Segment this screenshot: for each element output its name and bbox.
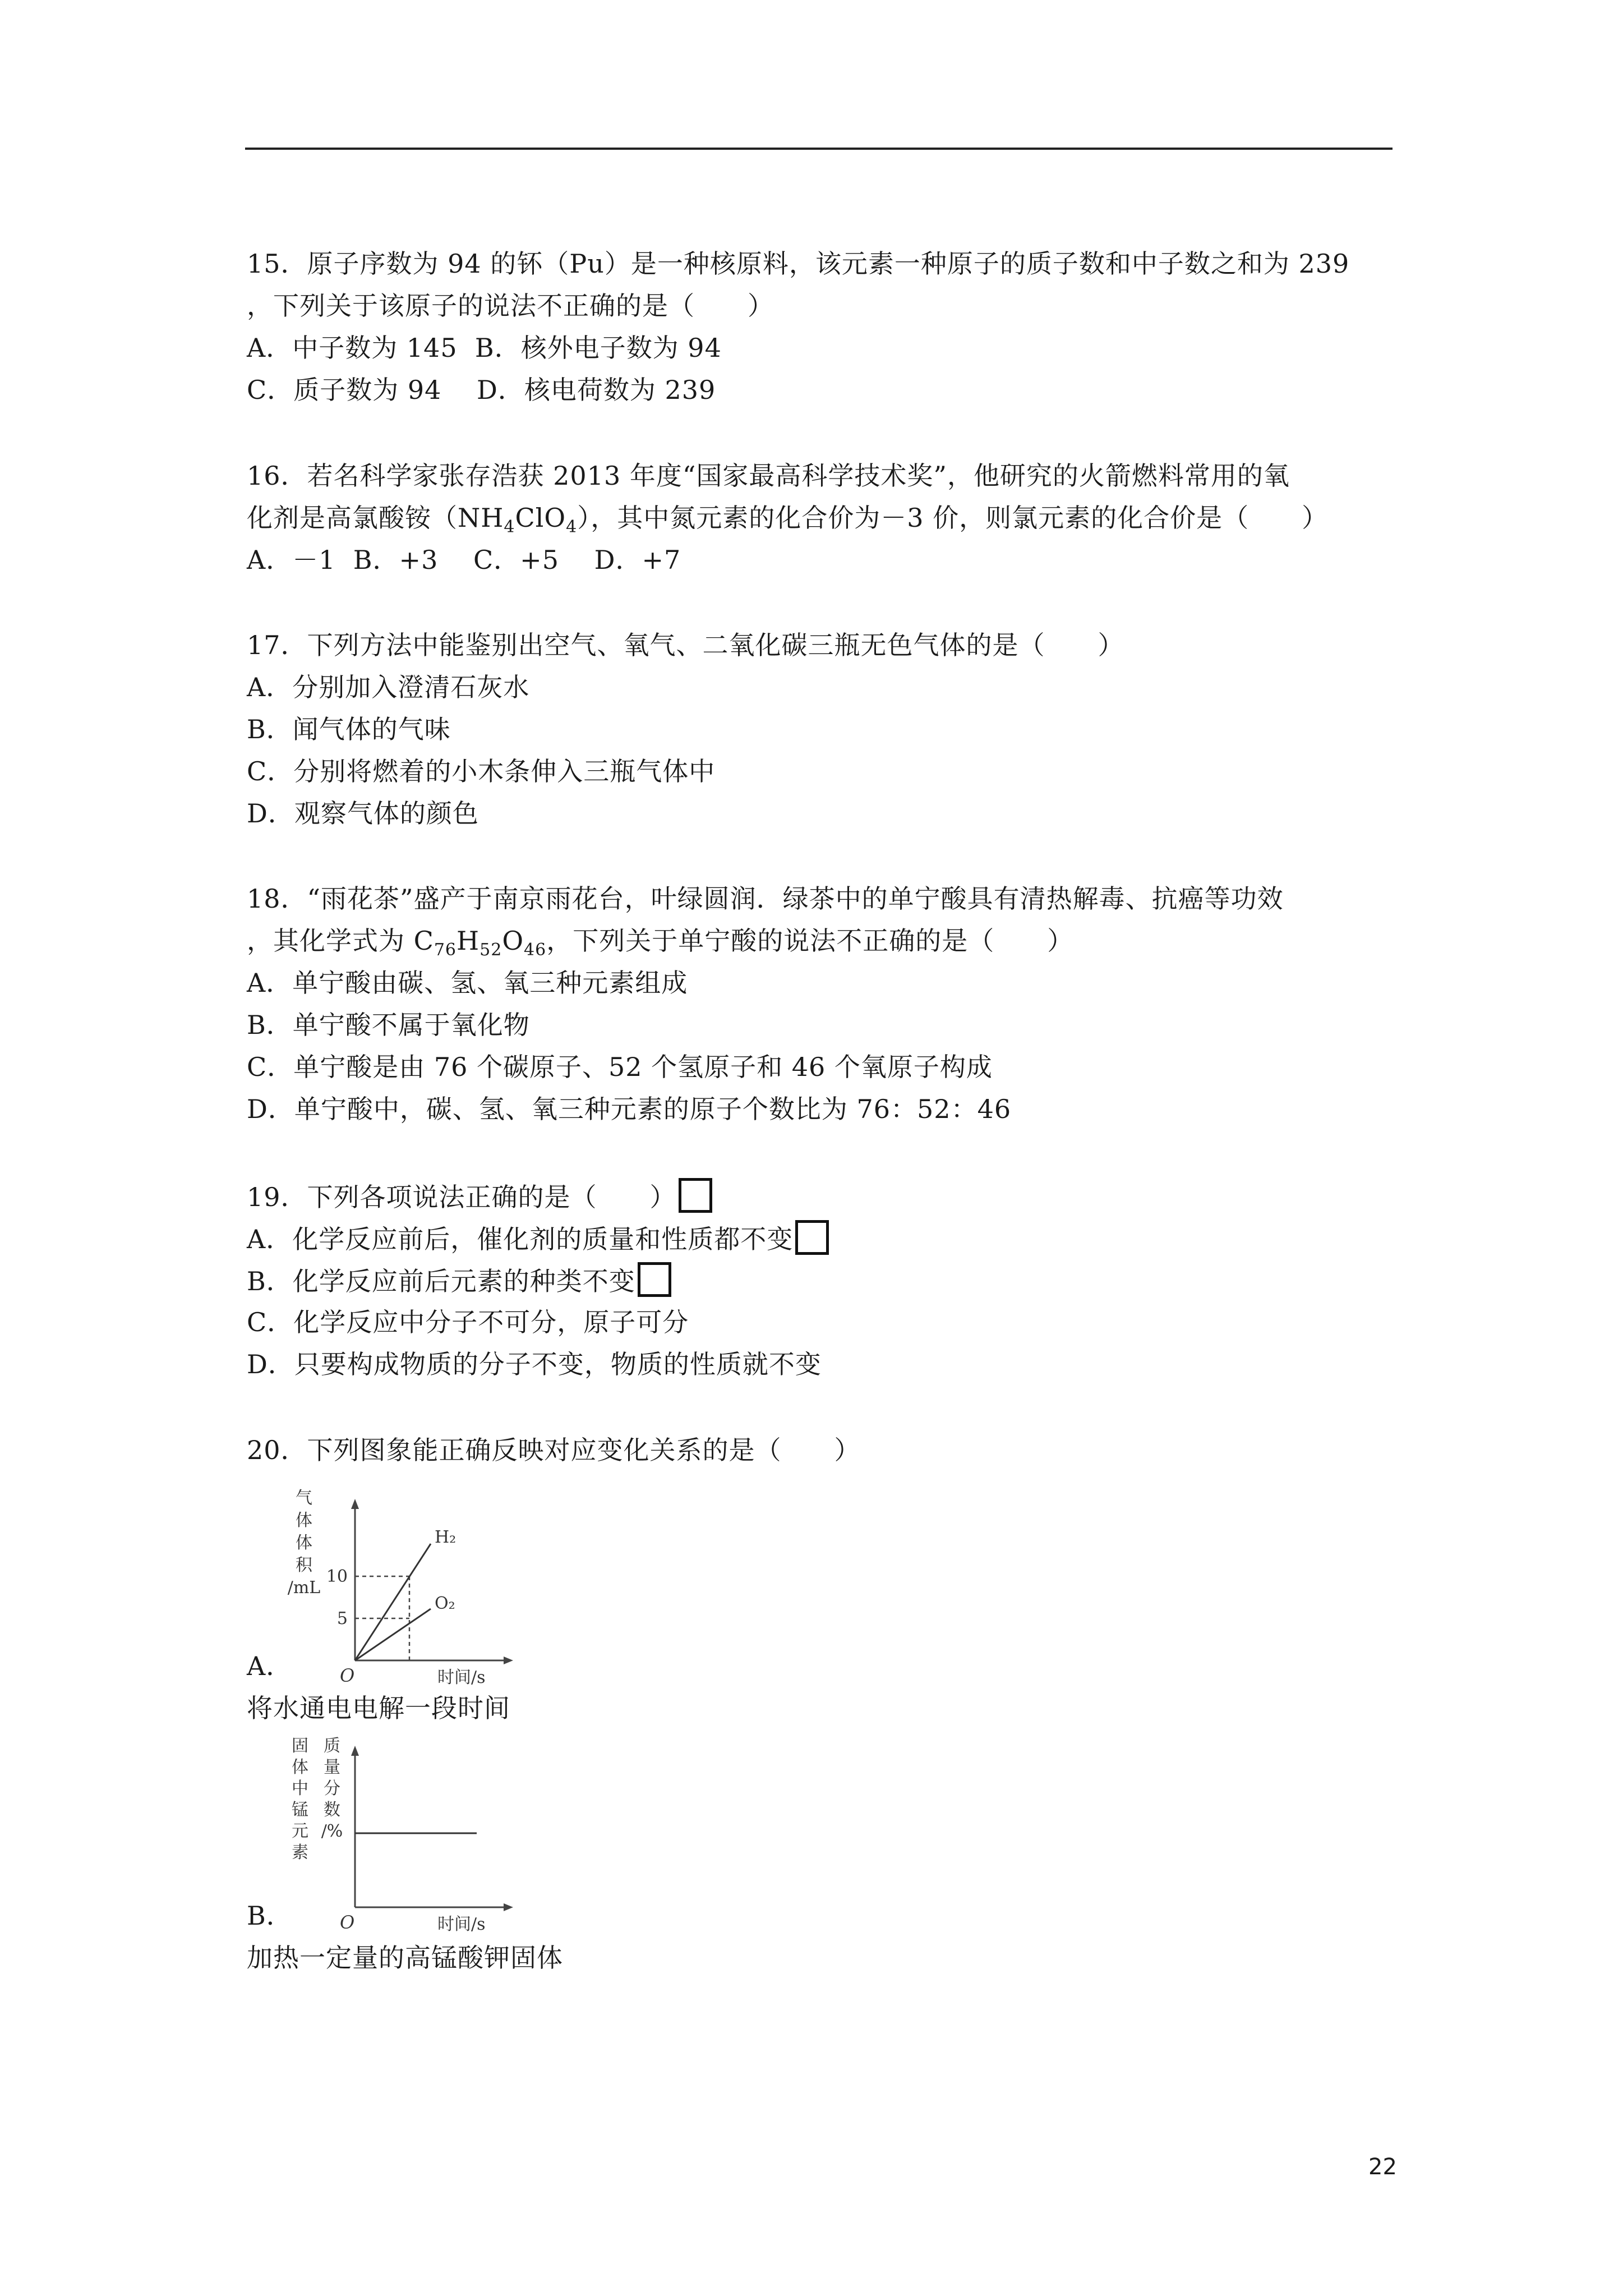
chart-b-origin: O xyxy=(340,1912,355,1933)
page-number: 22 xyxy=(1368,2154,1397,2180)
answer-box xyxy=(638,1262,671,1297)
chart-a-x-arrow xyxy=(504,1657,513,1664)
q17-option-d: D．观察气体的颜色 xyxy=(247,798,479,829)
chart-a-series-h2 xyxy=(355,1544,431,1660)
chart-a-xlabel: 时间/s xyxy=(437,1668,486,1687)
chart-b-x-arrow xyxy=(504,1903,513,1911)
q18-option-c: C．单宁酸是由 76 个碳原子、52 个氢原子和 46 个氧原子构成 xyxy=(247,1052,993,1082)
chart-a-electrolysis xyxy=(286,1487,522,1688)
chart-a-tick-5: 5 xyxy=(336,1609,348,1628)
chart-a-origin: O xyxy=(340,1665,355,1686)
svg-text:质量分数/%: 质量分数/% xyxy=(321,1736,343,1841)
q15-options-ab: A．中子数为 145 B．核外电子数为 94 xyxy=(247,333,722,363)
chart-b-xlabel: 时间/s xyxy=(437,1915,486,1934)
svg-text:固体中锰元素: 固体中锰元素 xyxy=(292,1736,308,1862)
svg-text:气体体积/mL: 气体体积/mL xyxy=(287,1488,321,1598)
q18-option-d: D．单宁酸中，碳、氢、氧三种元素的原子个数比为 76：52：46 xyxy=(247,1094,1012,1124)
q18-option-b: B．单宁酸不属于氧化物 xyxy=(247,1010,530,1040)
chart-a-label-h2: H₂ xyxy=(435,1527,457,1547)
q19-option-c: C．化学反应中分子不可分，原子可分 xyxy=(247,1307,689,1337)
chart-b-ylabel xyxy=(292,1736,343,1862)
answer-box xyxy=(795,1220,829,1255)
q19-option-a: A．化学反应前后，催化剂的质量和性质都不变 xyxy=(247,1220,829,1256)
q20-option-a-label: A． xyxy=(247,1651,293,1681)
chart-a-y-arrow xyxy=(351,1499,359,1509)
q17-option-b: B．闻气体的气味 xyxy=(247,714,451,744)
q18-stem-line2: ，其化学式为 $C_{76}H_{52}O_{46}$，下列关于单宁酸的说法不正确的是（ ） xyxy=(247,926,1074,960)
q16-stem-line2: 化剂是高氯酸铵$(NH_4ClO_4)$，其中氮元素的化合价为－3 价，则氯元素的化合价是（ ） xyxy=(247,503,1329,537)
header-rule xyxy=(245,148,1393,150)
q16-stem-line1: 16．若名科学家张存浩获 2013 年度“国家最高科学技术奖”，他研究的火箭燃料常用的氧 xyxy=(247,461,1290,491)
chart-a-series-o2 xyxy=(355,1609,431,1660)
q17-stem: 17．下列方法中能鉴别出空气、氧气、二氧化碳三瓶无色气体的是（ ） xyxy=(247,630,1124,660)
q20-option-b-caption: 加热一定量的高锰酸钾固体 xyxy=(247,1943,563,1973)
q19-option-d: D．只要构成物质的分子不变，物质的性质就不变 xyxy=(247,1349,822,1379)
chart-b-y-arrow xyxy=(351,1746,359,1756)
chart-a-tick-10: 10 xyxy=(326,1567,348,1586)
q19-stem: 19．下列各项说法正确的是（ ） xyxy=(247,1178,712,1214)
q18-stem-line1: 18．“雨花茶”盛产于南京雨花台，叶绿圆润．绿茶中的单宁酸具有清热解毒、抗癌等功效 xyxy=(247,884,1284,914)
q19-option-b: B．化学反应前后元素的种类不变 xyxy=(247,1262,671,1298)
q15-options-cd: C．质子数为 94 D．核电荷数为 239 xyxy=(247,375,716,405)
q16-options: A．－1 B．+3 C．+5 D．+7 xyxy=(247,545,681,575)
chart-b-kmno4 xyxy=(286,1733,522,1935)
q17-option-a: A．分别加入澄清石灰水 xyxy=(247,672,530,702)
answer-box xyxy=(679,1178,712,1213)
q15-stem-line2: ，下列关于该原子的说法不正确的是（ ） xyxy=(247,291,774,321)
q15-stem-line1: 15．原子序数为 94 的钚（Pu）是一种核原料，该元素一种原子的质子数和中子数之和为 239 xyxy=(247,249,1350,279)
q20-option-b-label: B． xyxy=(247,1901,293,1931)
q17-option-c: C．分别将燃着的小木条伸入三瓶气体中 xyxy=(247,756,716,786)
chart-a-label-o2: O₂ xyxy=(435,1594,455,1613)
chart-a-ylabel xyxy=(288,1488,321,1598)
q18-option-a: A．单宁酸由碳、氢、氧三种元素组成 xyxy=(247,968,688,998)
q20-stem: 20．下列图象能正确反映对应变化关系的是（ ） xyxy=(247,1435,861,1465)
q20-option-a-caption: 将水通电电解一段时间 xyxy=(247,1693,510,1723)
